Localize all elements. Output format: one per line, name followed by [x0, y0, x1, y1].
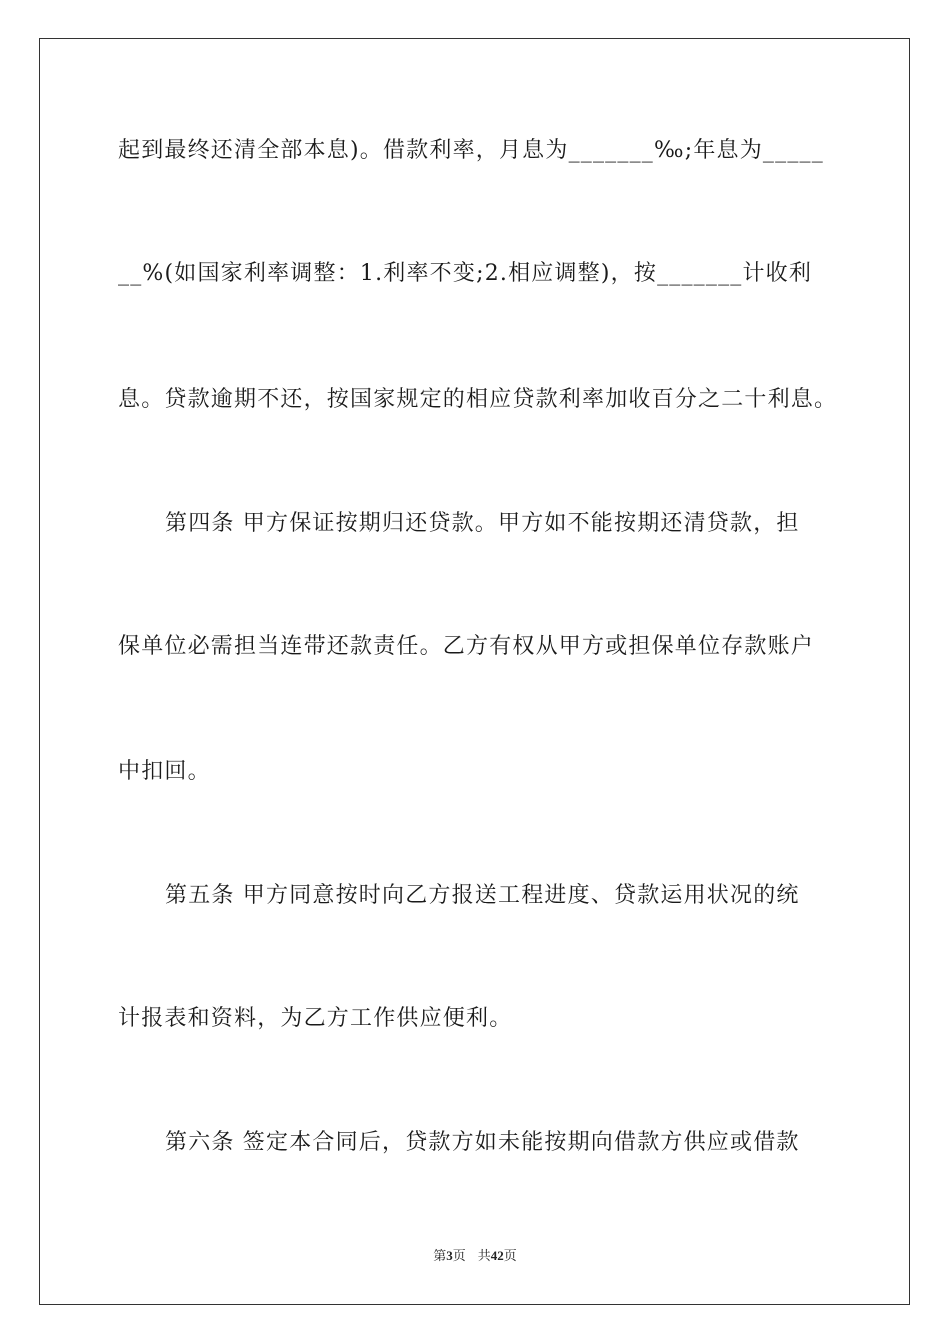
article-5-line-2: 计报表和资料，为乙方工作供应便利。	[118, 1006, 513, 1031]
page-suffix: 页	[452, 1249, 466, 1264]
page-number: 3	[446, 1248, 453, 1263]
page-footer	[0, 1247, 950, 1266]
article-4-line-2: 保单位必需担当连带还款责任。乙方有权从甲方或担保单位存款账户	[118, 634, 815, 659]
body-line-2: __%(如国家利率调整：1.利率不变;2.相应调整)，按_______计收利	[118, 261, 813, 286]
total-suffix: 页	[503, 1249, 517, 1264]
article-4-line-1: 第四条 甲方保证按期归还贷款。甲方如不能按期还清贷款，担	[165, 511, 800, 536]
body-line-3: 息。贷款逾期不还，按国家规定的相应贷款利率加收百分之二十利息。	[118, 387, 838, 412]
body-line-1: 起到最终还清全部本息)。借款利率，月息为_______‰;年息为_____	[118, 138, 824, 163]
page-border	[39, 38, 910, 1305]
article-6-line-1: 第六条 签定本合同后，贷款方如未能按期向借款方供应或借款	[165, 1130, 800, 1155]
article-4-line-3: 中扣回。	[118, 759, 211, 784]
total-prefix: 共	[477, 1249, 491, 1264]
total-pages: 42	[490, 1248, 504, 1263]
page-prefix: 第	[433, 1249, 447, 1264]
article-5-line-1: 第五条 甲方同意按时向乙方报送工程进度、贷款运用状况的统	[165, 883, 800, 908]
